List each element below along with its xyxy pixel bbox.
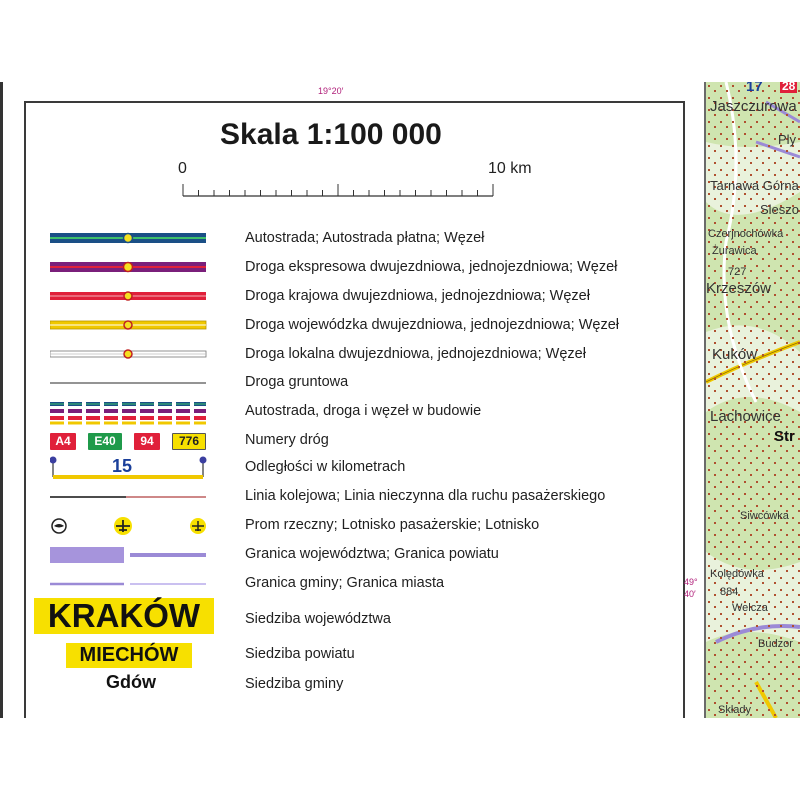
map-place: Lachowice [710, 408, 781, 425]
commune-boundary-symbol [50, 571, 210, 597]
map-place: Jaszczurowa [710, 98, 797, 115]
national-road-symbol [50, 284, 210, 310]
map-place: Kuków [712, 346, 758, 363]
map-sheet-number: 28 [780, 82, 797, 93]
legend-label: Droga lokalna dwujezdniowa, jednojezdniowa; Węzeł [245, 346, 586, 362]
map-place: Sleszo [760, 202, 800, 217]
legend-label: Numery dróg [245, 432, 329, 448]
legend-label: Autostrada, droga i węzeł w budowie [245, 403, 482, 419]
legend-row-krajowa [50, 284, 670, 310]
motorway-symbol [50, 226, 210, 252]
map-place: 884 [720, 586, 739, 598]
map-place: Welcza [732, 602, 768, 614]
legend-row-wojewodzka [50, 313, 670, 339]
ferry-airport-symbols [50, 513, 210, 539]
legend-row-budowa [50, 399, 670, 425]
legend-label: Droga ekspresowa dwujezdniowa, jednojezdniowa; Węzeł [245, 259, 618, 275]
map-place: Żurawica [712, 245, 757, 257]
regional-road-symbol [50, 313, 210, 339]
airfield-icon [190, 518, 206, 534]
road-number-badge-regional: 776 [172, 433, 206, 450]
legend-label: Prom rzeczny; Lotnisko pasażerskie; Lotnisko [245, 517, 540, 533]
legend-row-lotnisko [50, 513, 670, 539]
map-place: Składy [718, 704, 752, 716]
expressway-symbol [50, 255, 210, 281]
local-road-symbol [50, 342, 210, 368]
map-place: Tarnawa Górna [710, 178, 799, 193]
dirt-road-symbol [50, 370, 210, 396]
county-seat-sample: MIECHÓW [66, 643, 192, 668]
map-place: Budzor [758, 638, 793, 650]
legend-label: Siedziba województwa [245, 611, 391, 627]
legend-label: Siedziba powiatu [245, 646, 355, 662]
legend-row-autostrada [50, 226, 670, 252]
map-fragment [706, 82, 800, 718]
scale-end-label: 10 km [488, 160, 532, 177]
voivodeship-seat-sample: KRAKÓW [34, 598, 214, 634]
legend-label: Granica województwa; Granica powiatu [245, 546, 499, 562]
map-place: Krzeszów [706, 280, 772, 297]
legend-label: Droga krajowa dwujezdniowa, jednojezdniowa; Węzeł [245, 288, 590, 304]
ferry-icon [52, 519, 66, 533]
map-town: Str [774, 428, 795, 445]
legend-row-ekspresowa [50, 255, 670, 281]
legend-row-numery [50, 428, 670, 454]
distance-value: 15 [112, 456, 133, 476]
road-number-badge-motorway: A4 [50, 433, 76, 450]
map-frame-line [704, 82, 706, 718]
scale-title: Skala 1:100 000 [220, 118, 442, 151]
map-place: 727 [728, 266, 747, 278]
map-place: Siwcówka [740, 510, 789, 522]
bottom-margin [0, 718, 800, 800]
legend-row-granica-gminy [50, 571, 670, 597]
passenger-airport-icon [114, 517, 132, 535]
legend-row-gruntowa [50, 370, 670, 396]
map-place: Ply [778, 132, 797, 147]
map-sheet-number: 17 [746, 82, 763, 95]
legend-label: Linia kolejowa; Linia nieczynna dla ruchu pasażerskiego [245, 488, 606, 504]
legend-label: Autostrada; Autostrada płatna; Węzeł [245, 230, 485, 246]
legend-row-odleglosci [50, 455, 670, 481]
right-coordinate-deg: 49° [684, 577, 698, 587]
map-place: Czerjnochówka [708, 228, 784, 240]
legend-label: Granica gminy; Granica miasta [245, 575, 445, 591]
road-number-badge-european: E40 [88, 433, 122, 450]
railway-symbol [50, 484, 210, 510]
legend-label: Droga gruntowa [245, 374, 349, 390]
top-coordinate: 19°20′ [318, 86, 344, 96]
scale-start-label: 0 [178, 160, 187, 177]
page-edge-line [0, 82, 3, 718]
right-coordinate [684, 576, 698, 600]
right-coordinate-min: 40′ [684, 589, 696, 599]
voivodeship-boundary-symbol [50, 542, 210, 568]
map-place: Kolędówka [710, 568, 764, 580]
under-construction-symbol [50, 399, 210, 425]
legend-label: Siedziba gminy [245, 676, 344, 692]
commune-seat-sample: Gdów [106, 672, 156, 692]
legend-label: Droga wojewódzka dwujezdniowa, jednojezdniowa; Węzeł [245, 317, 619, 333]
legend-row-lokalna [50, 342, 670, 368]
road-number-badge-national: 94 [134, 433, 160, 450]
legend-row-granica-woj [50, 542, 670, 568]
legend-row-kolej [50, 484, 670, 510]
top-margin [0, 0, 800, 82]
scale-bar [180, 182, 510, 202]
legend-label: Odległości w kilometrach [245, 459, 406, 475]
